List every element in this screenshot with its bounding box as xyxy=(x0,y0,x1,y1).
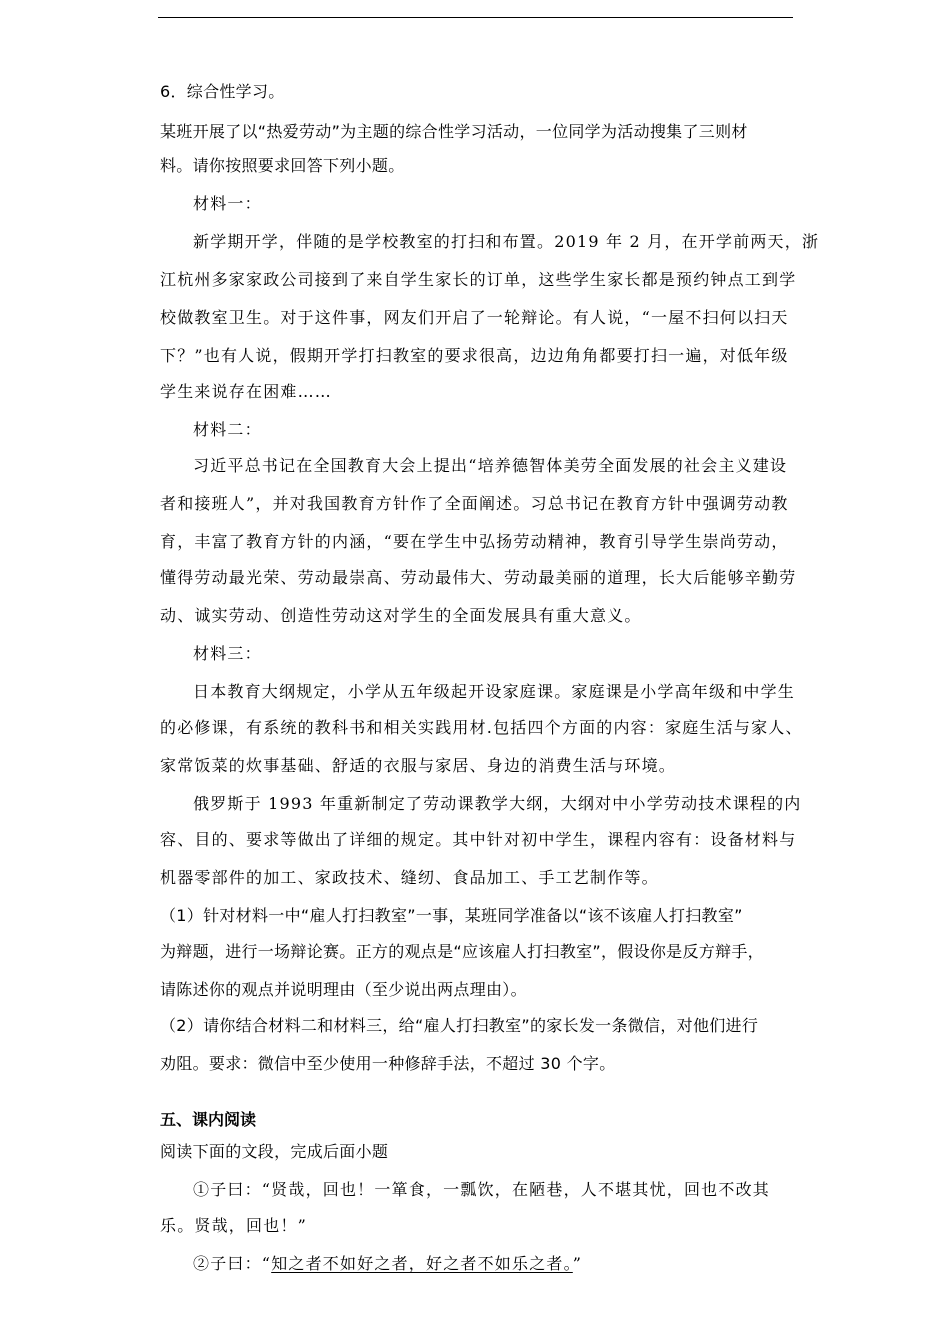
sub-question-2-line-1: （2）请你结合材料二和材料三，给“雇人打扫教室”的家长发一条微信，对他们进行 xyxy=(160,1016,759,1035)
material-1-line-3: 校做教室卫生。对于这件事，网友们开启了一轮辩论。有人说，“一屋不扫何以扫天 xyxy=(160,308,789,327)
sub-question-1-line-1: （1）针对材料一中“雇人打扫教室”一事，某班同学准备以“该不该雇人打扫教室” xyxy=(160,906,743,925)
material-3b-line-3: 机器零部件的加工、家政技术、缝纫、食品加工、手工艺制作等。 xyxy=(160,868,659,887)
header-rule xyxy=(158,17,793,18)
passage-1-line-2: 乐。贤哉，回也！” xyxy=(160,1216,307,1235)
passage-2-underlined-quote: 知之者不如好之者，好之者不如乐之者。 xyxy=(271,1254,573,1273)
section-5-heading: 五、课内阅读 xyxy=(160,1110,257,1129)
section-5-instruction: 阅读下面的文段，完成后面小题 xyxy=(160,1142,389,1161)
passage-2-suffix: ” xyxy=(572,1254,583,1273)
material-3b-line-2: 容、目的、要求等做出了详细的规定。其中针对初中学生，课程内容有：设备材料与 xyxy=(160,830,797,849)
material-2-line-2: 者和接班人”，并对我国教育方针作了全面阐述。习总书记在教育方针中强调劳动教 xyxy=(160,494,789,513)
material-3a-line-1: 日本教育大纲规定，小学从五年级起开设家庭课。家庭课是小学高年级和中学生 xyxy=(193,682,796,701)
sub-question-2-line-2: 劝阻。要求：微信中至少使用一种修辞手法，不超过 30 个字。 xyxy=(160,1054,616,1073)
passage-2-prefix: ②子曰：“ xyxy=(193,1254,272,1273)
intro-line-1: 某班开展了以“热爱劳动”为主题的综合性学习活动，一位同学为活动搜集了三则材 xyxy=(160,122,748,141)
material-3-title: 材料三： xyxy=(193,644,262,663)
material-3b-line-1: 俄罗斯于 1993 年重新制定了劳动课教学大纲，大纲对中小学劳动技术课程的内 xyxy=(193,794,802,813)
material-3a-line-2: 的必修课，有系统的教科书和相关实践用材.包括四个方面的内容：家庭生活与家人、 xyxy=(160,718,803,737)
passage-2 xyxy=(193,1254,582,1274)
material-1-line-1: 新学期开学，伴随的是学校教室的打扫和布置。2019 年 2 月，在开学前两天，浙 xyxy=(193,232,820,251)
material-1-line-4: 下？”也有人说，假期开学打扫教室的要求很高，边边角角都要打扫一遍，对低年级 xyxy=(160,346,789,365)
material-2-line-3: 育，丰富了教育方针的内涵，“要在学生中弘扬劳动精神，教育引导学生崇尚劳动， xyxy=(160,532,789,551)
material-2-line-5: 动、诚实劳动、创造性劳动这对学生的全面发展具有重大意义。 xyxy=(160,606,642,625)
sub-question-1-line-2: 为辩题，进行一场辩论赛。正方的观点是“应该雇人打扫教室”，假设你是反方辩手， xyxy=(160,942,764,961)
passage-1-line-1: ①子曰：“贤哉，回也！一箪食，一瓢饮，在陋巷，人不堪其忧，回也不改其 xyxy=(193,1180,770,1199)
question-6-heading: 6．综合性学习。 xyxy=(160,82,285,101)
material-2-line-4: 懂得劳动最光荣、劳动最崇高、劳动最伟大、劳动最美丽的道理，长大后能够辛勤劳 xyxy=(160,568,797,587)
material-3a-line-3: 家常饭菜的炊事基础、舒适的衣服与家居、身边的消费生活与环境。 xyxy=(160,756,677,775)
sub-question-1-line-3: 请陈述你的观点并说明理由（至少说出两点理由）。 xyxy=(160,980,527,999)
intro-line-2: 料。请你按照要求回答下列小题。 xyxy=(160,156,405,175)
material-1-line-5: 学生来说存在困难…… xyxy=(160,382,333,401)
material-2-line-1: 习近平总书记在全国教育大会上提出“培养德智体美劳全面发展的社会主义建设 xyxy=(193,456,788,475)
material-1-line-2: 江杭州多家家政公司接到了来自学生家长的订单，这些学生家长都是预约钟点工到学 xyxy=(160,270,797,289)
material-1-title: 材料一： xyxy=(193,194,262,213)
material-2-title: 材料二： xyxy=(193,420,262,439)
